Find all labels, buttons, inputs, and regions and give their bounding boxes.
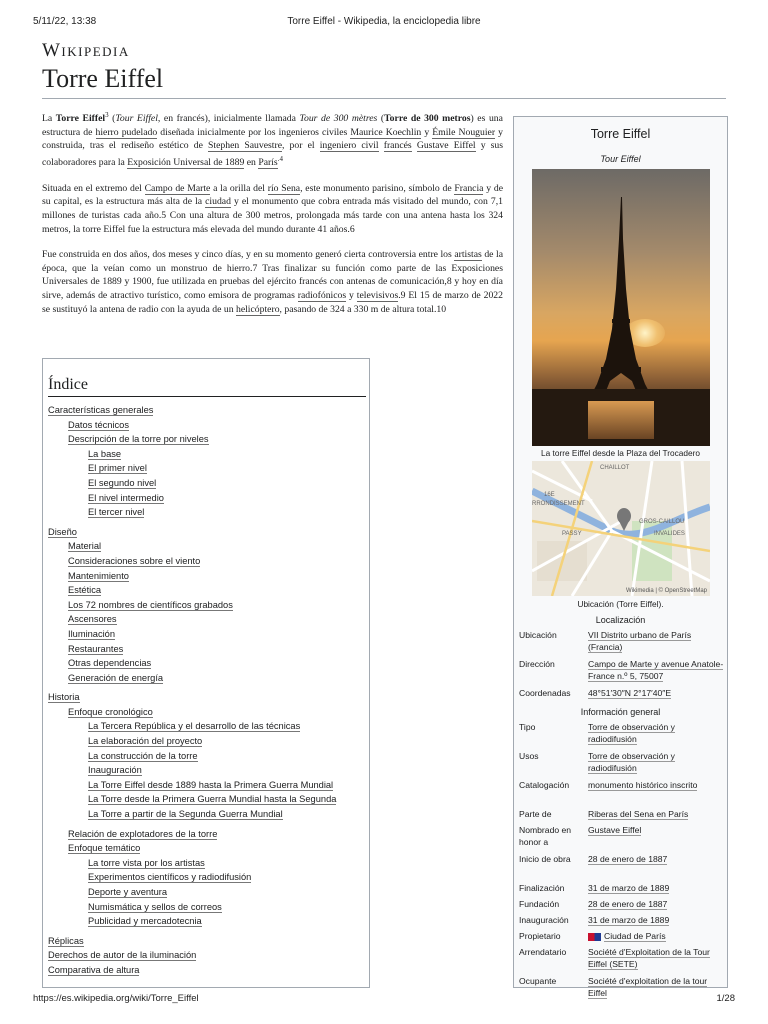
toc-list [43,403,369,978]
article-link[interactable]: radiofónicos [297,290,347,301]
toc-item-label[interactable]: Los 72 nombres de científicos grabados [68,599,233,610]
toc-item[interactable] [43,934,369,949]
infobox-row-value[interactable] [588,808,724,820]
text-run: diseñada inicialmente por los ingenieros civiles [157,126,351,138]
toc-item[interactable] [43,763,369,778]
article-link[interactable]: Exposición Universal de 1889 [127,157,245,169]
toc-item-label[interactable]: Mantenimiento [68,570,129,581]
infobox-row-value-text[interactable]: Gustave Eiffel [588,825,642,835]
toc-item-label[interactable]: La base [88,448,122,459]
article-link[interactable]: río Sena [267,182,301,194]
infobox-row-value[interactable] [588,882,724,894]
text-run: en [244,157,259,169]
map-label: GROS-CAILLOU [639,519,685,525]
reference-marker[interactable]: 3 [105,111,109,119]
text-run: .9 El 15 de marzo de 2022 se sustituyó la antena de radio con la ayuda de un [42,290,503,315]
map-label: CHAILLOT [600,465,630,471]
infobox-row-value[interactable] [588,658,724,682]
print-page-number: 1/28 [716,993,735,1004]
toc-item[interactable] [43,963,369,978]
print-doc-title: Torre Eiffel - Wikipedia, la enciclopedia libre [287,16,481,27]
paragraph-3 [42,248,503,316]
toc-item[interactable] [43,612,369,627]
map-label: 16E [544,492,555,498]
toc-item-label[interactable]: La Torre desde la Primera Guerra Mundial hasta la Segunda [88,794,337,805]
print-url: https://es.wikipedia.org/wiki/Torre_Eiffel [33,993,199,1004]
infobox-row-value-text[interactable]: VII Distrito urbano de París (Francia) [588,630,692,652]
text-run: y [421,126,433,138]
text-run: Tour Eiffel [115,113,158,125]
text-run: Torre de 300 metros [384,113,471,125]
toc-item-label[interactable]: Consideraciones sobre el viento [68,555,201,566]
text-run: y construida, tras el rediseño estético de [42,126,503,152]
infobox-row-value[interactable] [588,853,724,865]
toc-item[interactable] [43,583,369,598]
paragraph-2 [42,182,503,236]
article-link[interactable]: hierro pudelado [95,126,158,138]
map-credit[interactable]: Wikimedia | © OpenStreetMap [625,588,707,594]
text-run: y sus colaboradores para la [42,140,504,169]
infobox-row-value[interactable] [588,975,724,999]
article-link[interactable]: Maurice Koechlin [350,126,422,138]
toc-item[interactable] [43,461,369,476]
toc-item-label[interactable]: La torre vista por los artistas [88,857,205,868]
infobox-row-key: Arrendatario [519,947,567,957]
toc-item-label[interactable]: Restaurantes [68,643,124,654]
paris-flag-icon [588,933,601,941]
text-run: , este monumento parisino, símbolo de [300,182,455,194]
toc-item[interactable] [43,642,369,657]
infobox-row-key: Propietario [519,931,561,941]
text-run: Situada en el extremo del [42,182,145,194]
toc-item[interactable] [43,827,369,842]
toc-item-label[interactable]: Iluminación [68,628,116,639]
toc-item[interactable] [43,948,369,963]
infobox-row-value-text[interactable]: 28 de enero de 1887 [588,899,668,909]
toc-item-label[interactable]: Publicidad y mercadotecnia [88,916,202,927]
text-run: , pasando de 324 a 330 m de altura total.10 [279,303,447,315]
infobox [513,116,728,998]
toc-item-label[interactable]: Material [68,541,102,552]
toc-item[interactable] [43,749,369,764]
text-run: Tour de 300 mètres [299,113,378,125]
toc-item[interactable] [43,554,369,569]
infobox-row-value-text[interactable]: Torre de observación y radiodifusión [588,751,675,773]
reference-marker[interactable]: .4 [277,155,283,164]
article-link[interactable]: París [258,157,278,169]
text-run: , por el [282,140,320,152]
toc-item[interactable] [43,525,369,540]
infobox-row-key: Coordenadas [519,688,571,698]
toc-item[interactable] [43,403,369,418]
article-link[interactable]: televisivos [356,290,399,301]
map-label: INVALIDES [654,531,685,537]
infobox-row-key: Finalización [519,883,565,893]
infobox-row-value-text[interactable]: monumento histórico inscrito [588,780,698,790]
infobox-row-value[interactable] [588,687,724,699]
text-run: ) es una estructura de [42,113,503,138]
toc-item-label[interactable]: Comparativa de altura [48,964,140,975]
infobox-row-value[interactable] [588,750,724,774]
toc-item[interactable] [43,476,369,491]
infobox-row-value-text[interactable]: Riberas del Sena en París [588,809,689,819]
text-run: Fue construida en dos años, dos meses y cinco días, y en su momento generó cierta controversia entre los [42,249,455,261]
infobox-row-key: Fundación [519,899,560,909]
article-link[interactable]: Francia [454,182,484,194]
toc-item[interactable] [43,598,369,613]
map-label: RRONDISSEMENT [532,501,585,507]
toc-item[interactable] [43,870,369,885]
table-of-contents [42,358,370,988]
paragraph-1 [42,109,503,170]
infobox-row-value-text[interactable]: Société d'Exploitation de la Tour Eiffel (SETE) [588,947,710,969]
toc-item[interactable] [43,627,369,642]
infobox-row-value[interactable] [588,629,724,653]
toc-item-label[interactable]: Estética [68,585,102,596]
text-run: y [346,290,357,301]
infobox-row-key: Usos [519,751,539,761]
article-link[interactable]: helicóptero [235,303,280,315]
infobox-row-key: Inicio de obra [519,854,571,864]
text-run: de la época, que la veían como un monstruo de hierro.7 Tras finalizar su función como parte de las Exposiciones Universales de 1889 y 1900, fue utilizada en pruebas del ejército francés con antenas de comunicación,8 y hoy en día sirve, además de atractivo turístico, como emisora de programas [42,249,503,301]
toc-item-label[interactable]: Descripción de la torre por niveles [68,434,209,445]
infobox-title: Torre Eiffel [590,127,651,141]
toc-item-label[interactable]: Datos técnicos [68,419,129,430]
article-link[interactable]: ingeniero civil [319,140,379,152]
infobox-row-value-text[interactable]: Campo de Marte y avenue Anatole-France n.º 5, 75007 [588,659,724,681]
infobox-row-value-text[interactable]: 31 de marzo de 1889 [588,883,670,893]
toc-item-label[interactable]: Relación de explotadores de la torre [68,828,218,839]
map-pin-icon [617,508,631,531]
infobox-row-key: Tipo [519,722,536,732]
toc-item[interactable] [43,539,369,554]
toc-item-label[interactable]: El nivel intermedio [88,492,164,503]
infobox-row-key: Ubicación [519,630,557,640]
print-datetime: 5/11/22, 13:38 [33,16,97,27]
toc-item[interactable] [43,885,369,900]
toc-item[interactable] [43,491,369,506]
toc-item-label[interactable]: La Tercera República y el desarrollo de las técnicas [88,721,301,732]
article-link[interactable]: Campo de Marte [144,182,211,194]
text-run: , en francés), inicialmente llamada [157,113,300,125]
toc-item[interactable] [43,900,369,915]
toc-item-label[interactable]: La Torre a partir de la Segunda Guerra Mundial [88,809,283,820]
toc-item-label[interactable]: Experimentos científicos y radiodifusión [88,872,252,883]
toc-item-label[interactable]: Características generales [48,405,154,415]
toc-item-label[interactable]: El primer nivel [88,463,147,474]
infobox-row-value-text[interactable]: Ciudad de París [604,931,666,941]
text-run: ( [108,113,116,125]
toc-item[interactable] [43,856,369,871]
infobox-row-key: Parte de [519,809,552,819]
location-map[interactable] [532,461,710,596]
toc-item-label[interactable]: La elaboración del proyecto [88,736,203,747]
map-label: PASSY [562,531,582,537]
infobox-row-value-text[interactable]: 48°51′30″N 2°17′40″E [588,688,672,698]
infobox-row-value-text[interactable]: 28 de enero de 1887 [588,854,668,864]
toc-item[interactable] [43,792,369,807]
article-intro [42,109,503,328]
text-run: y de su capital, es la estructura más alta de la [42,182,503,208]
text-run: ( [377,113,385,125]
toc-item-label[interactable]: Historia [48,692,80,703]
toc-item[interactable] [43,656,369,671]
toc-item-label[interactable]: Otras dependencias [68,658,152,669]
toc-item-label[interactable]: Enfoque temático [68,843,141,854]
infobox-row-value[interactable] [588,779,724,791]
infobox-row-key: Dirección [519,659,555,669]
toc-item[interactable] [43,569,369,584]
toc-item[interactable] [43,418,369,433]
toc-item[interactable] [43,705,369,720]
toc-item-label[interactable]: Derechos de autor de la iluminación [48,950,197,961]
infobox-row-key: Catalogación [519,780,570,790]
infobox-row-value[interactable] [588,930,724,942]
infobox-row-value[interactable] [588,946,724,970]
text-run [379,140,384,151]
infobox-subtitle: Tour Eiffel [600,154,641,164]
page-title: Torre Eiffel [42,64,164,93]
toc-item-label[interactable]: Inauguración [88,765,142,776]
section-location: Localización [595,615,646,625]
toc-item-label[interactable]: El segundo nivel [88,477,157,488]
text-run: a la orilla del [210,182,268,194]
title-divider [42,98,726,99]
toc-title: Índice [48,376,366,397]
article-link[interactable]: Gustave Eiffel [416,140,476,152]
toc-item[interactable] [43,505,369,520]
toc-item-label[interactable]: Diseño [48,526,77,537]
article-link[interactable]: Stephen Sauvestre [208,140,282,152]
infobox-row-value[interactable] [588,824,724,836]
toc-item[interactable] [43,841,369,856]
toc-item-label[interactable]: La Torre Eiffel desde 1889 hasta la Primera Guerra Mundial [88,779,334,790]
article-link[interactable]: artistas [454,249,482,261]
toc-item-label[interactable]: Ascensores [68,614,117,625]
toc-item[interactable] [43,734,369,749]
section-general: Información general [580,707,661,717]
toc-item-label[interactable]: La construcción de la torre [88,750,198,761]
infobox-row-value[interactable] [588,914,724,926]
text-run: y el monumento que cobra entrada más visitado del mundo, con 7,1 millones de turistas cada año.5 Con una altura de 300 metros, prolongada más tarde con una antena hasta los 324 metros, la torre Eiffel fue la estructura más elevada del mundo durante 41 años.6 [42,196,503,235]
article-link[interactable]: Émile Nouguier [432,126,496,138]
infobox-row-value[interactable] [588,898,724,910]
text-run: La [42,113,56,125]
toc-item-label[interactable]: Enfoque cronológico [68,706,153,717]
fountain-reflection [588,401,654,439]
toc-item-label[interactable]: Generación de energía [68,672,164,683]
text-run: Torre Eiffel [55,113,106,125]
toc-item[interactable] [43,447,369,462]
infobox-row-key: Inauguración [519,915,569,925]
map-caption: Ubicación (Torre Eiffel). [577,599,664,609]
wikipedia-logo[interactable]: Wikipedia [42,40,130,61]
toc-item[interactable] [43,671,369,686]
infobox-row-key: Nombrado en honor a [519,825,572,847]
map-streets [532,461,710,596]
toc-item-label[interactable]: Réplicas [48,935,84,946]
toc-item-label[interactable]: Deporte y aventura [88,887,168,897]
article-link[interactable]: ciudad [205,196,231,208]
toc-item-label[interactable]: Numismática y sellos de correos [88,901,222,912]
article-link[interactable]: francés [383,140,412,152]
toc-item[interactable] [43,914,369,929]
toc-item-label[interactable]: El tercer nivel [88,507,145,518]
infobox-row-value[interactable] [588,721,724,745]
eiffel-tower-photo[interactable] [532,169,710,446]
toc-item[interactable] [43,778,369,793]
infobox-row-value-text[interactable]: Torre de observación y radiodifusión [588,722,675,744]
toc-item[interactable] [43,719,369,734]
toc-item[interactable] [43,432,369,447]
toc-item[interactable] [43,807,369,822]
toc-item[interactable] [43,690,369,705]
photo-caption: La torre Eiffel desde la Plaza del Trocadero [541,448,700,458]
infobox-row-value-text[interactable]: Société d'exploitation de la tour Eiffel [588,976,708,998]
infobox-row-value-text[interactable]: 31 de marzo de 1889 [588,915,670,925]
infobox-row-key: Ocupante [519,976,557,986]
